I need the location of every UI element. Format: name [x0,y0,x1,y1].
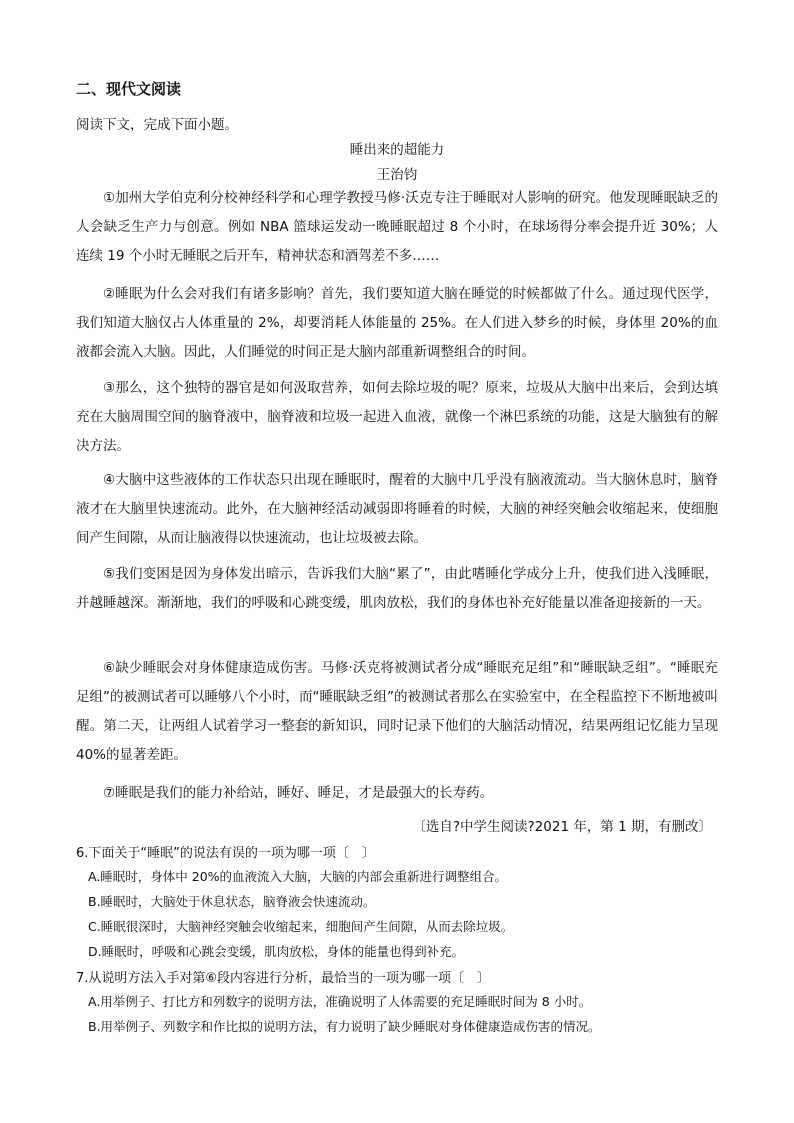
question-6-option-d: D.睡眠时，呼吸和心跳会变缓，肌肉放松，身体的能量也得到补充。 [88,944,465,959]
question-7-option-a: A.用举例子、打比方和列数字的说明方法，准确说明了人体需要的充足睡眠时间为 8 小时。 [88,994,592,1009]
article-paragraph-6: ⑥缺少睡眠会对身体健康造成伤害。马修·沃克将被测试者分成“睡眠充足组”和“睡眠缺乏组”。“睡眠充足组”的被测试者可以睡够八个小时，而“睡眠缺乏组”的被测试者那么在实验室中，在全程监控下不断地被叫醒。第二天，让两组人试着学习一整套的新知识，同时记录下他们的大脑活动情况，结果两组记忆能力呈现 40%的显著差距。 [76,660,718,763]
article-source: 〔选自?中学生阅读?2021 年，第 1 期，有删改〕 [412,819,712,835]
article-title: 睡出来的超能力 [349,142,445,158]
article-paragraph-1: ①加州大学伯克利分校神经科学和心理学教授马修·沃克专注于睡眠对人影响的研究。他发现睡眠缺乏的人会缺乏生产力与创意。例如 NBA 篮球运发动一晚睡眠超过 8 个小时，在球场得分率会提升近 30%；人连续 19 个小时无睡眠之后开车，精神状态和酒驾差不多…… [76,190,718,264]
question-6-option-a: A.睡眠时，身体中 20%的血液流入大脑，大脑的内部会重新进行调整组合。 [88,869,508,884]
article-paragraph-2: ②睡眠为什么会对我们有诸多影响？首先，我们要知道大脑在睡觉的时候都做了什么。通过现代医学，我们知道大脑仅占人体重量的 2%，却要消耗人体能量的 25%。在人们进入梦乡的时候，身体里 20%的血液都会流入大脑。因此，人们睡觉的时间正是大脑内部重新调整组合的时间。 [76,286,718,360]
section-heading: 二、现代文阅读 [76,80,182,98]
question-6-option-c: C.睡眠很深时，大脑神经突触会收缩起来，细胞间产生间隙，从而去除垃圾。 [88,919,514,934]
article-author: 王治钧 [376,167,418,183]
article-paragraph-7: ⑦睡眠是我们的能力补给站，睡好、睡足，才是最强大的长寿药。 [103,785,494,801]
question-7-stem: 7.从说明方法入手对第⑥段内容进行分析，最恰当的一项为哪一项〔 〕 [76,971,491,986]
question-6-stem: 6.下面关于“睡眠”的说法有误的一项为哪一项〔 〕 [76,846,375,861]
reading-instruction: 阅读下文，完成下面小题。 [76,117,238,133]
article-paragraph-3: ③那么，这个独特的器官是如何汲取营养，如何去除垃圾的呢？原来，垃圾从大脑中出来后，会到达填充在大脑周围空间的脑脊液中，脑脊液和垃圾一起进入血液，就像一个淋巴系统的功能，这是大脑独有的解决方法。 [76,380,718,454]
article-paragraph-5: ⑤我们变困是因为身体发出暗示，告诉我们大脑“累了”，由此嗜睡化学成分上升，使我们进入浅睡眠，并越睡越深。渐渐地，我们的呼吸和心跳变缓，肌肉放松，我们的身体也补充好能量以准备迎接新的一天。 [76,566,718,611]
question-6-option-b: B.睡眠时，大脑处于休息状态，脑脊液会快速流动。 [88,894,376,909]
article-paragraph-4: ④大脑中这些液体的工作状态只出现在睡眠时，醒着的大脑中几乎没有脑液流动。当大脑休息时，脑脊液才在大脑里快速流动。此外，在大脑神经活动减弱即将睡着的时候，大脑的神经突触会收缩起来，使细胞间产生间隙，从而让脑液得以快速流动，也让垃圾被去除。 [76,472,718,546]
question-7-option-b: B.用举例子、列数字和作比拟的说明方法，有力说明了缺少睡眠对身体健康造成伤害的情况。 [88,1019,601,1034]
